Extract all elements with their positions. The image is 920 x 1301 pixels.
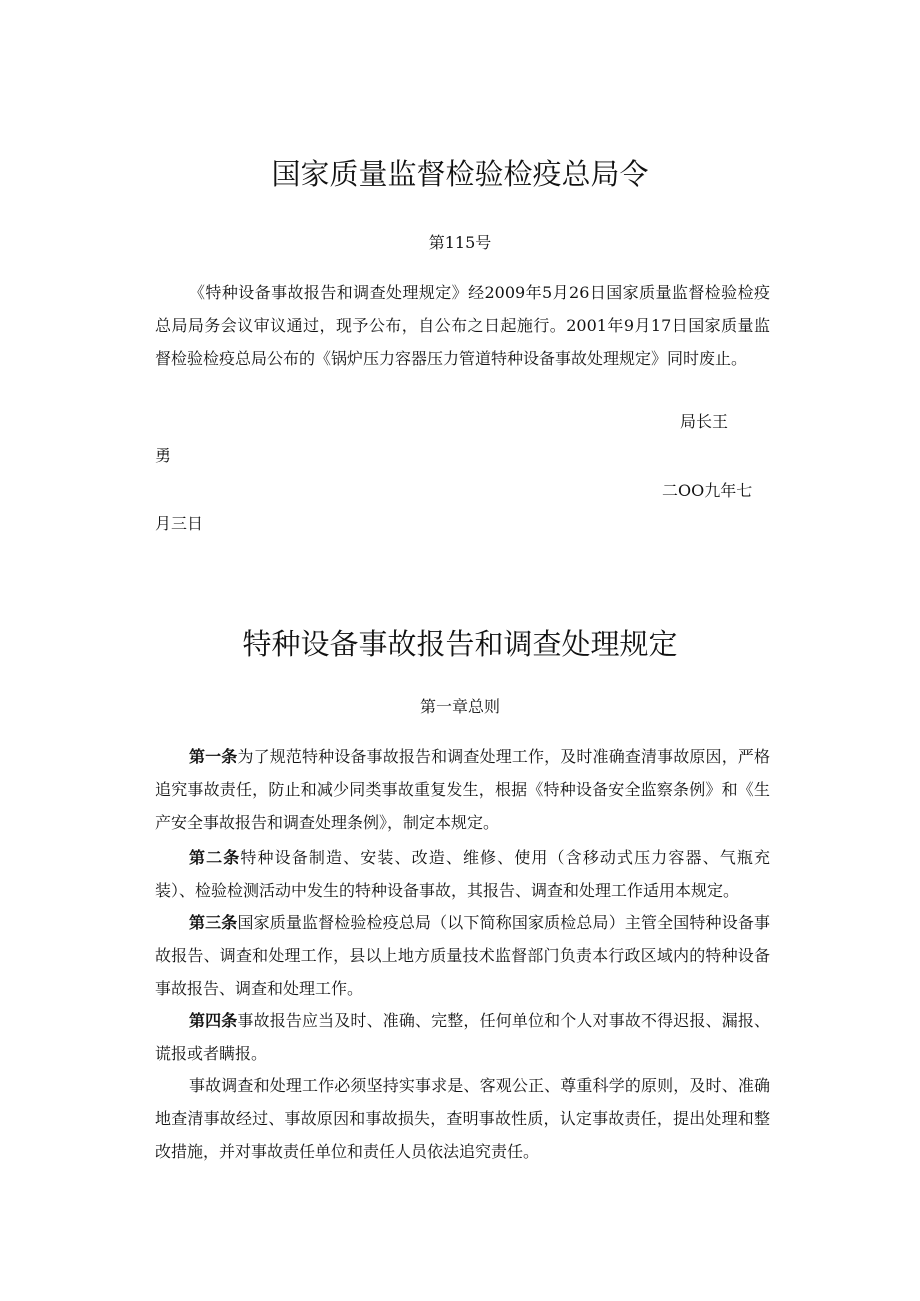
article-text: 特种设备制造、安装、改造、维修、使用（含移动式压力容器、气瓶充装）、检验检测活动中发生的特种设备事故，其报告、调查和处理工作适用本规定。 [155, 848, 770, 900]
decree-body: 《特种设备事故报告和调查处理规定》经2009年5月26日国家质量监督检验检疫总局局务会议审议通过，现予公布，自公布之日起施行。2001年9月17日国家质量监督检验检疫总局公布的《锅炉压力容器压力管道特种设备事故处理规定》同时废止。 [155, 283, 770, 368]
signature-title: 局长王 [680, 412, 729, 431]
decree-title: 国家质量监督检验检疫总局令 [271, 157, 649, 191]
article-label: 第二条 [189, 848, 241, 867]
decree-number: 第115号 [428, 233, 492, 252]
regulation-title: 特种设备事故报告和调查处理规定 [242, 627, 678, 661]
article-label: 第一条 [189, 747, 238, 766]
decree-date-line2: 月三日 [155, 514, 204, 533]
article-2 [155, 841, 770, 907]
article-3 [155, 906, 770, 1005]
chapter-heading: 第一章总则 [419, 697, 500, 716]
decree-date-line1: 二OO九年七 [662, 481, 753, 500]
article-4-paragraph-2: 事故调查和处理工作必须坚持实事求是、客观公正、尊重科学的原则，及时、准确地查清事故经过、事故原因和事故损失，查明事故性质，认定事故责任，提出处理和整改措施，并对事故责任单位和责任人员依法追究责任。 [155, 1076, 770, 1161]
article-4 [155, 1004, 770, 1070]
article-label: 第四条 [189, 1011, 238, 1030]
article-label: 第三条 [189, 913, 238, 932]
article-text: 事故报告应当及时、准确、完整，任何单位和个人对事故不得迟报、漏报、谎报或者瞒报。 [155, 1011, 770, 1063]
article-1 [155, 740, 770, 839]
article-text: 为了规范特种设备事故报告和调查处理工作，及时准确查清事故原因，严格追究事故责任，防止和减少同类事故重复发生，根据《特种设备安全监察条例》和《生产安全事故报告和调查处理条例》，制定本规定。 [155, 747, 770, 832]
article-text: 国家质量监督检验检疫总局（以下简称国家质检总局）主管全国特种设备事故报告、调查和处理工作，县以上地方质量技术监督部门负责本行政区域内的特种设备事故报告、调查和处理工作。 [155, 913, 770, 998]
signature-name: 勇 [155, 446, 172, 465]
